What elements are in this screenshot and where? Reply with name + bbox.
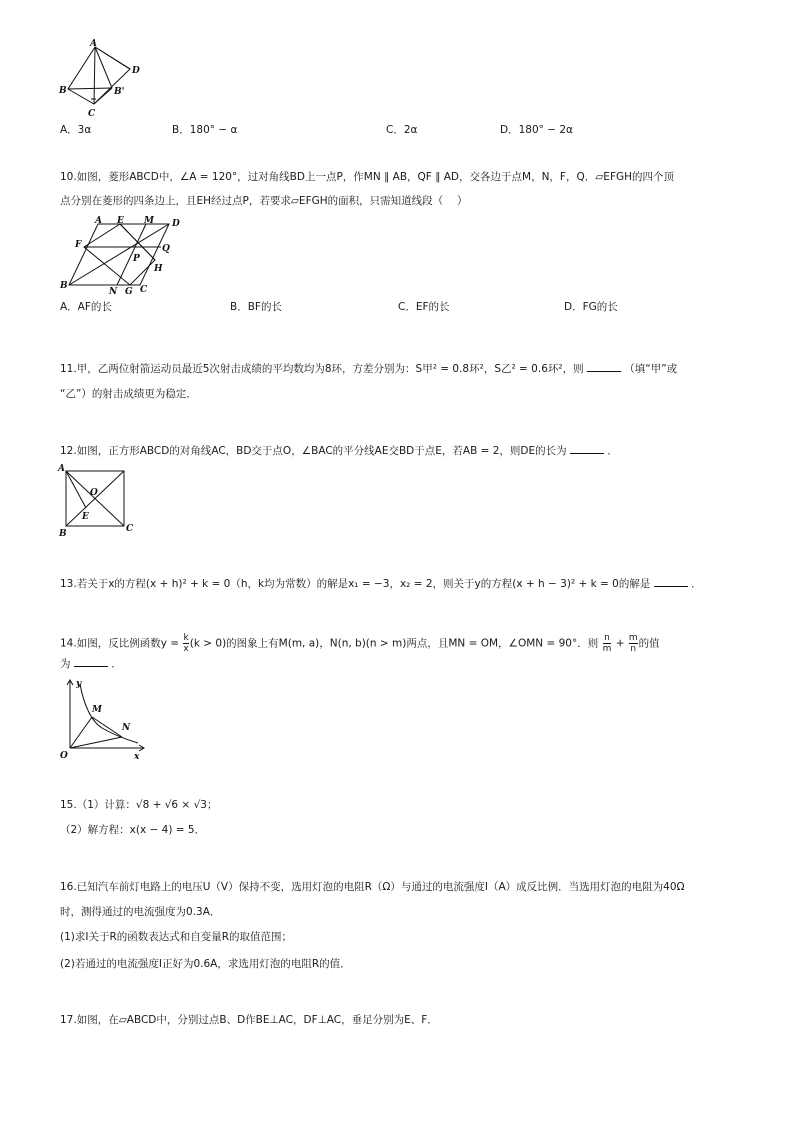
q9-option-d[interactable]: D．180° − 2α bbox=[500, 124, 573, 136]
q9-label-a: A bbox=[90, 39, 97, 49]
q10-label-e: E bbox=[117, 216, 124, 226]
q12-answer-blank[interactable] bbox=[570, 444, 604, 454]
q9-option-a[interactable]: A．3α bbox=[60, 124, 92, 136]
q10-line2: 点分别在菱形的四条边上，且EH经过点P，若要求▱EFGH的面积，只需知道线段（ ） bbox=[60, 195, 468, 207]
q10-line1: 10.如图，菱形ABCD中，∠A = 120°，过对角线BD上一点P，作MN ∥ AB，QF ∥ AD，交各边于点M，N，F，Q．▱EFGH的四个顶 bbox=[60, 171, 675, 183]
q14-figure bbox=[58, 676, 150, 762]
q14-text-b: (k > 0)的图象上有M(m, a)，N(n, b)(n > m)两点，且MN = OM，∠OMN = 90°．则 bbox=[189, 637, 599, 650]
q9-label-c: C bbox=[88, 109, 96, 119]
q12-label-b: B bbox=[59, 529, 67, 538]
q11-text-b: 甲² = 0.8环²，S bbox=[422, 363, 501, 375]
q14-line2 bbox=[60, 657, 122, 671]
q10-label-a: A bbox=[95, 216, 102, 226]
q14-plus: + bbox=[615, 637, 625, 650]
q14-frac1-den: x bbox=[183, 644, 189, 654]
q10-label-g: G bbox=[125, 287, 133, 296]
q11-line2: “乙”）的射击成绩更为稳定． bbox=[60, 388, 197, 400]
q12-label-c: C bbox=[126, 524, 134, 534]
q10-label-f: F bbox=[75, 240, 82, 250]
q10-option-d[interactable]: D．FG的长 bbox=[564, 301, 618, 313]
q11-text-c: 乙² = 0.6环²，则 bbox=[501, 363, 584, 375]
q15-line1: 15.（1）计算：√8 + √6 × √3； bbox=[60, 799, 218, 811]
q10-label-m: M bbox=[144, 216, 154, 226]
q14-text-a: 14.如图，反比例函数y = bbox=[60, 637, 180, 650]
q9-label-d: D bbox=[132, 66, 140, 76]
q11-text-a: 11.甲，乙两位射箭运动员最近5次射击成绩的平均数均为8环，方差分别为：S bbox=[60, 363, 423, 375]
q14-label-x: x bbox=[134, 752, 140, 762]
q12-label-e: E bbox=[82, 512, 89, 522]
q10-option-b[interactable]: B．BF的长 bbox=[230, 301, 282, 313]
q12-text-a: 12.如图，正方形ABCD的对角线AC，BD交于点O，∠BAC的平分线AE交BD于点E，若AB = 2，则DE的长为 bbox=[60, 445, 567, 457]
q16-line2: 时，测得通过的电流强度为0.3A． bbox=[60, 906, 221, 918]
q17-line1: 17.如图，在▱ABCD中，分别过点B、D作BE⊥AC，DF⊥AC，垂足分别为E、F． bbox=[60, 1014, 438, 1026]
q14-answer-blank[interactable] bbox=[74, 657, 108, 667]
q10-figure bbox=[58, 214, 186, 296]
q12-figure bbox=[56, 462, 138, 538]
q14-frac2-den: m bbox=[602, 644, 612, 654]
q14-text-e: ． bbox=[111, 658, 122, 670]
q16-line4: (2)若通过的电流强度I正好为0.6A，求选用灯泡的电阻R的值． bbox=[60, 958, 351, 970]
q13-text-b: ． bbox=[691, 578, 702, 590]
q10-label-d: D bbox=[172, 219, 180, 229]
q14-line1 bbox=[60, 633, 660, 654]
q16-line1: 16.已知汽车前灯电路上的电压U（V）保持不变，选用灯泡的电阻R（Ω）与通过的电流强度I（A）成反比例．当选用灯泡的电阻为40Ω bbox=[60, 881, 685, 893]
q14-text-c: 的值 bbox=[638, 637, 660, 650]
q10-option-c[interactable]: C．EF的长 bbox=[398, 301, 450, 313]
q9-option-b[interactable]: B．180° − α bbox=[172, 124, 238, 136]
q12-label-o: O bbox=[90, 488, 98, 498]
q14-label-y: y bbox=[76, 679, 82, 689]
q12-line1 bbox=[60, 444, 618, 458]
q14-text-d: 为 bbox=[60, 658, 71, 670]
q14-label-n: N bbox=[122, 723, 131, 733]
q10-label-b: B bbox=[60, 281, 68, 291]
q14-frac2-num: n bbox=[604, 633, 610, 643]
q9-figure bbox=[58, 38, 150, 120]
q9-option-c[interactable]: C．2α bbox=[386, 124, 418, 136]
q14-frac3-num: m bbox=[628, 633, 638, 643]
q10-option-a[interactable]: A．AF的长 bbox=[60, 301, 112, 313]
q13-text-a: 13.若关于x的方程(x + h)² + k = 0（h，k均为常数）的解是x₁ = −3，x₂ = 2，则关于y的方程(x + h − 3)² + k = 0的解是 bbox=[60, 578, 651, 590]
q13-line1 bbox=[60, 577, 702, 591]
q11-line1 bbox=[60, 362, 677, 376]
q10-label-p: P bbox=[133, 254, 140, 264]
q9-label-bprime: B' bbox=[114, 87, 125, 97]
q10-label-c: C bbox=[140, 285, 148, 295]
q9-label-b: B bbox=[59, 86, 67, 96]
q14-frac3-den: n bbox=[630, 644, 637, 654]
q12-text-b: ． bbox=[607, 445, 618, 457]
q10-label-h: H bbox=[154, 264, 163, 274]
q10-label-n: N bbox=[109, 287, 118, 296]
q14-label-m: M bbox=[92, 705, 102, 715]
q12-label-a: A bbox=[58, 464, 65, 474]
q13-answer-blank[interactable] bbox=[654, 577, 688, 587]
q15-line2: （2）解方程：x(x − 4) = 5． bbox=[60, 824, 206, 836]
q14-frac1-num: k bbox=[183, 633, 189, 643]
q10-label-q: Q bbox=[162, 244, 170, 254]
q11-answer-blank[interactable] bbox=[587, 362, 621, 372]
q16-line3: (1)求I关于R的函数表达式和自变量R的取值范围； bbox=[60, 931, 293, 943]
q11-text-d: （填“甲”或 bbox=[624, 363, 678, 375]
q14-label-o: O bbox=[60, 751, 68, 761]
